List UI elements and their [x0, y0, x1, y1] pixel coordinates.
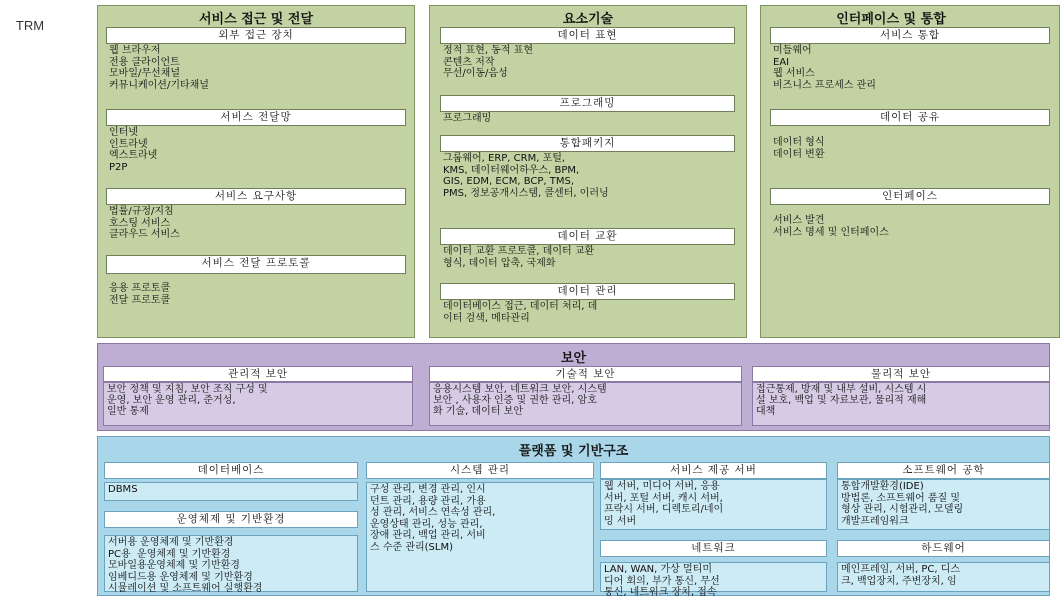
system-management-header: 시스템 관리	[366, 462, 594, 479]
interface-title: 인터페이스 및 통합	[836, 12, 946, 27]
element-tech-title: 요소기술	[562, 12, 614, 27]
hardware-header: 하드웨어	[837, 540, 1050, 557]
programming-header: 프로그래밍	[440, 95, 735, 112]
data-sharing-body: 데이터 형식 데이터 변환	[773, 137, 825, 160]
security-title: 보안	[560, 351, 587, 366]
data-exchange-body: 데이터 교환 프로토콜, 데이터 교환 형식, 데이터 압축, 국제화	[443, 246, 595, 269]
external-device-body: 웹 브라우저 전용 클라이언트 모바일/무선채널 커뮤니케이션/기타채널	[109, 45, 209, 91]
database-header: 데이터베이스	[104, 462, 358, 479]
physical-security-body: 접근통제, 방재 및 내부 설비, 시스템 시 설 보호, 백업 및 자료보관, 물리적 재해 대책	[752, 382, 1050, 426]
requirements-body: 법률/규정/지침 호스팅 서비스 클라우드 서비스	[109, 206, 180, 240]
external-device-header: 외부 접근 장치	[106, 27, 406, 44]
integrated-package-body: 그룹웨어, ERP, CRM, 포털, KMS, 데이터웨어하우스, BPM, GIS, EDM, ECM, BCP, TMS, PMS, 정보공개시스템, 콜센터, 이러닝	[443, 153, 609, 199]
platform-title: 플랫폼 및 기반구조	[518, 444, 629, 459]
data-management-body: 데이터베이스 접근, 데이터 처리, 데 이터 검색, 메타관리	[443, 301, 598, 324]
network-header: 네트워크	[600, 540, 827, 557]
integrated-package-header: 통합패키지	[440, 135, 735, 152]
data-exchange-header: 데이터 교환	[440, 228, 735, 245]
data-representation-header: 데이터 표현	[440, 27, 735, 44]
data-sharing-header: 데이터 공유	[770, 109, 1050, 126]
trm-label: TRM	[15, 18, 45, 33]
physical-security-header: 물리적 보안	[752, 366, 1050, 382]
hardware-body: 메인프레임, 서버, PC, 디스 크, 백업장치, 주변장치, 임	[837, 562, 1050, 592]
software-engineering-body: 통합개발환경(IDE) 방법론, 소프트웨어 품질 및 형상 관리, 시험관리, 모델링 개발프레임워크	[837, 479, 1050, 530]
os-body: 서버용 운영체제 및 기반환경 PC용 운영체제 및 기반환경 모바일용운영체제 및 기반환경 임베디드용 운영체제 및 기반환경 시뮬레이션 및 소프트웨어 실행환경	[104, 535, 358, 592]
requirements-header: 서비스 요구사항	[106, 188, 406, 205]
interface-body: 서비스 발견 서비스 명세 및 인터페이스	[773, 215, 889, 238]
delivery-network-body: 인터넷 인트라넷 엑스트라넷 P2P	[109, 127, 158, 173]
system-management-body: 구성 관리, 변경 관리, 인시 던트 관리, 용량 관리, 가용 성 관리, 서비스 연속성 관리, 운영상태 관리, 성능 관리, 장애 관리, 백업 관리, 서비 스 수준 관리(SLM)	[366, 482, 594, 592]
admin-security-body: 보안 정책 및 지침, 보안 조직 구성 및 운영, 보안 운영 관리, 준거성, 일반 통제	[103, 382, 413, 426]
interface-header: 인터페이스	[770, 188, 1050, 205]
service-server-header: 서비스 제공 서버	[600, 462, 827, 479]
service-server-body: 웹 서버, 미디어 서버, 응용 서버, 포털 서버, 캐시 서버, 프락시 서버, 디렉토리/네이 밍 서버	[600, 479, 827, 530]
admin-security-header: 관리적 보안	[103, 366, 413, 382]
service-access-title: 서비스 접근 및 전달	[198, 12, 314, 27]
data-management-header: 데이터 관리	[440, 283, 735, 300]
service-integration-header: 서비스 통합	[770, 27, 1050, 44]
os-header: 운영체제 및 기반환경	[104, 511, 358, 528]
data-representation-body: 정적 표현, 동적 표현 콘텐츠 저작 무선/이동/음성	[443, 45, 533, 79]
delivery-protocol-header: 서비스 전달 프로토콜	[106, 255, 406, 274]
tech-security-header: 기술적 보안	[429, 366, 742, 382]
tech-security-body: 응용시스템 보안, 네트워크 보안, 시스템 보안 , 사용자 인증 및 권한 관리, 암호 화 기술, 데이터 보안	[429, 382, 742, 426]
service-integration-body: 미들웨어 EAI 웹 서비스 비즈니스 프로세스 관리	[773, 45, 876, 91]
network-body: LAN, WAN, 가상 멀티미 디어 회의, 부가 통신, 무선 통신, 네트워크 장치, 접속	[600, 562, 827, 592]
delivery-network-header: 서비스 전달망	[106, 109, 406, 126]
database-body: DBMS	[104, 482, 358, 501]
software-engineering-header: 소프트웨어 공학	[837, 462, 1050, 479]
programming-body: 프로그래밍	[443, 113, 492, 124]
delivery-protocol-body: 응용 프로토콜 전달 프로토콜	[109, 283, 171, 306]
